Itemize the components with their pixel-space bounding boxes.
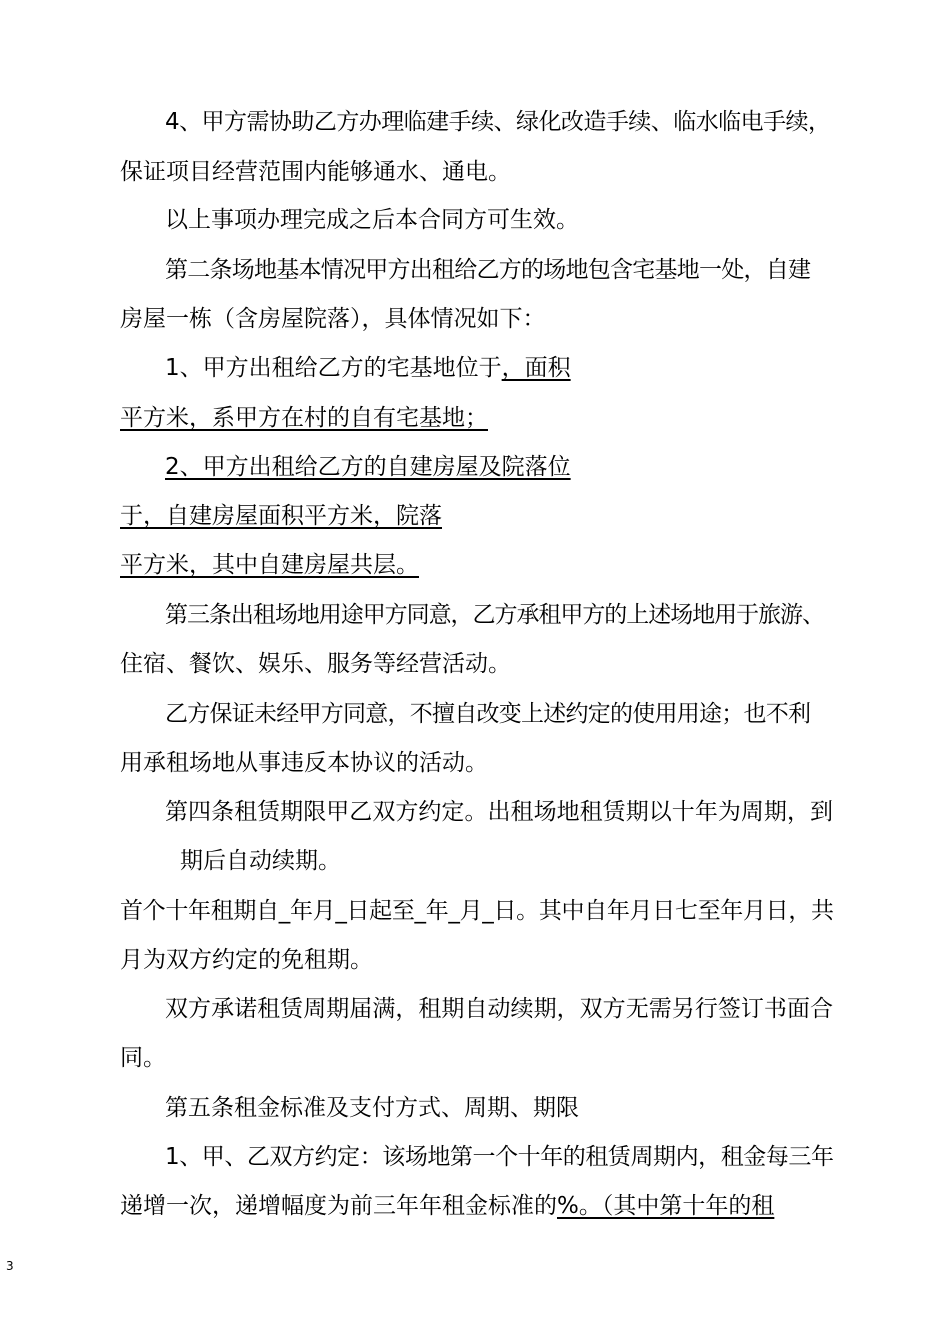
- text-segment: 4、甲方需协助乙方办理临建手续、绿化改造手续、临水临电手续，: [165, 109, 831, 135]
- text-line: [165, 255, 810, 285]
- text-segment: 月为双方约定的免租期。: [120, 947, 373, 973]
- text-line: [120, 748, 488, 778]
- text-line: [165, 353, 571, 383]
- text-line: [165, 452, 571, 482]
- text-line: [120, 649, 511, 679]
- text-line: [120, 1043, 166, 1073]
- text-segment: 期后自动续期。: [180, 848, 341, 874]
- text-segment: 1、甲、乙双方约定：该场地第一个十年的租赁周期内，租金每三年: [165, 1144, 834, 1170]
- text-segment: 乙方保证未经甲方同意，不擅自改变上述约定的使用用途；也不利: [165, 701, 811, 727]
- underlined-fill-text: 于，自建房屋面积平方米，院落: [120, 503, 442, 529]
- text-segment: 保证项目经营范围内能够通水、通电。: [120, 159, 511, 185]
- text-segment: 住宿、餐饮、娱乐、服务等经营活动。: [120, 651, 511, 677]
- underlined-fill-text: 平方米，系甲方在村的自有宅基地；: [120, 405, 488, 431]
- text-line: [165, 600, 824, 630]
- text-segment: 双方承诺租赁周期届满，租期自动续期，双方无需另行签订书面合: [165, 996, 834, 1022]
- text-line: [180, 846, 341, 876]
- text-segment: 递增一次，递增幅度为前三年年租金标准的: [120, 1193, 557, 1219]
- text-line: [165, 699, 810, 729]
- text-segment: 第五条租金标准及支付方式、周期、期限: [165, 1095, 579, 1121]
- text-segment: 第二条场地基本情况甲方出租给乙方的场地包含宅基地一处，自建: [165, 257, 811, 283]
- text-line: [165, 994, 833, 1024]
- text-line: [120, 403, 488, 433]
- underlined-fill-text: 2、甲方出租给乙方的自建房屋及院落位: [165, 454, 571, 480]
- text-segment: 房屋一栋（含房屋院落），具体情况如下：: [120, 306, 546, 332]
- text-segment: 用承租场地从事违反本协议的活动。: [120, 750, 488, 776]
- text-line: [120, 157, 511, 187]
- underlined-fill-text: %。（其中第十年的租: [557, 1193, 775, 1219]
- text-segment: 首个十年租期自_年月_日起至_年_月_日。其中自年月日七至年月日，共: [120, 898, 834, 924]
- text-segment: 同。: [120, 1045, 166, 1071]
- text-line: [120, 1191, 774, 1221]
- text-segment: 第三条出租场地用途甲方同意，乙方承租甲方的上述场地用于旅游、: [165, 602, 824, 628]
- text-line: [120, 945, 373, 975]
- text-line: [120, 896, 834, 926]
- text-segment: 第四条租赁期限甲乙双方约定。出租场地租赁期以十年为周期，到: [165, 799, 834, 825]
- text-line: [165, 797, 833, 827]
- page-number: 3: [6, 1259, 14, 1273]
- text-line: [120, 501, 442, 531]
- underlined-fill-text: 平方米，其中自建房屋共层。: [120, 552, 419, 578]
- underlined-fill-text: ，面积: [501, 355, 571, 381]
- text-line: [120, 550, 419, 580]
- text-line: [165, 1142, 834, 1172]
- text-segment: 以上事项办理完成之后本合同方可生效。: [165, 207, 579, 233]
- text-line: [120, 304, 546, 334]
- text-segment: 1、甲方出租给乙方的宅基地位于: [165, 355, 502, 381]
- text-line: [165, 1093, 579, 1123]
- text-line: [165, 107, 830, 137]
- text-line: [165, 205, 579, 235]
